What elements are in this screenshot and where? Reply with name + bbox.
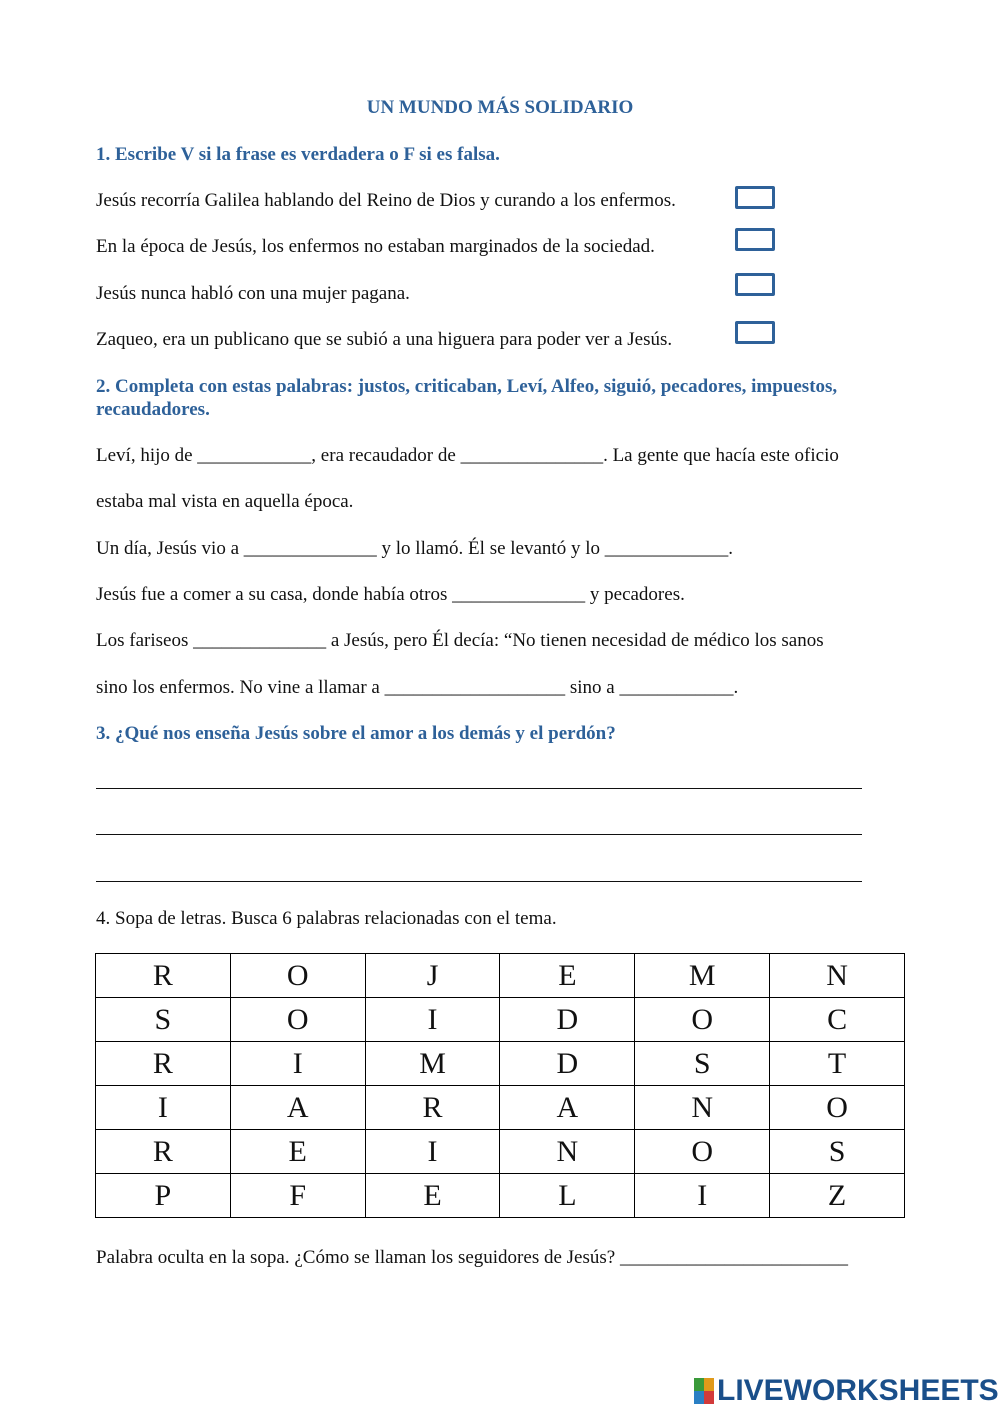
grid-cell[interactable]: C: [770, 998, 905, 1042]
grid-cell[interactable]: E: [230, 1130, 365, 1174]
grid-cell[interactable]: S: [96, 998, 231, 1042]
grid-cell[interactable]: N: [635, 1086, 770, 1130]
section2-heading-line1: 2. Completa con estas palabras: justos, criticaban, Leví, Alfeo, siguió, pecadores, impuestos,: [96, 376, 838, 397]
liveworksheets-logo: [694, 1374, 999, 1408]
answer-box-1[interactable]: [735, 186, 775, 209]
grid-row: [96, 998, 905, 1042]
statement-3: Jesús nunca habló con una mujer pagana.: [96, 283, 410, 304]
grid-cell[interactable]: O: [635, 1130, 770, 1174]
fill-line-2: estaba mal vista en aquella época.: [96, 491, 354, 512]
grid-cell[interactable]: D: [500, 998, 635, 1042]
statement-4: Zaqueo, era un publicano que se subió a una higuera para poder ver a Jesús.: [96, 329, 673, 350]
grid-cell[interactable]: I: [230, 1042, 365, 1086]
word-search-grid: [95, 953, 905, 1218]
answer-line-2[interactable]: [96, 834, 862, 835]
answer-line-1[interactable]: [96, 788, 862, 789]
grid-cell[interactable]: R: [96, 1042, 231, 1086]
section4-heading: 4. Sopa de letras. Busca 6 palabras relacionadas con el tema.: [96, 908, 557, 929]
grid-cell[interactable]: A: [500, 1086, 635, 1130]
grid-row: [96, 1042, 905, 1086]
fill-line-4[interactable]: Jesús fue a comer a su casa, donde había otros ______________ y pecadores.: [96, 584, 685, 605]
answer-box-4[interactable]: [735, 321, 775, 344]
grid-cell[interactable]: R: [96, 1130, 231, 1174]
grid-row: [96, 1174, 905, 1218]
grid-cell[interactable]: E: [500, 954, 635, 998]
grid-cell[interactable]: T: [770, 1042, 905, 1086]
grid-cell[interactable]: R: [365, 1086, 500, 1130]
grid-cell[interactable]: D: [500, 1042, 635, 1086]
fill-line-1[interactable]: Leví, hijo de ____________, era recaudador de _______________. La gente que hacía este oficio: [96, 445, 839, 466]
page-title: UN MUNDO MÁS SOLIDARIO: [366, 97, 634, 118]
grid-cell[interactable]: N: [770, 954, 905, 998]
grid-cell[interactable]: O: [635, 998, 770, 1042]
grid-row: [96, 1130, 905, 1174]
answer-line-3[interactable]: [96, 881, 862, 882]
statement-1: Jesús recorría Galilea hablando del Reino de Dios y curando a los enfermos.: [96, 190, 676, 211]
grid-cell[interactable]: P: [96, 1174, 231, 1218]
fill-line-3[interactable]: Un día, Jesús vio a ______________ y lo llamó. Él se levantó y lo _____________.: [96, 538, 733, 559]
statement-2: En la época de Jesús, los enfermos no estaban marginados de la sociedad.: [96, 236, 655, 257]
grid-cell[interactable]: F: [230, 1174, 365, 1218]
grid-cell[interactable]: I: [365, 998, 500, 1042]
grid-cell[interactable]: M: [635, 954, 770, 998]
grid-cell[interactable]: I: [96, 1086, 231, 1130]
answer-box-2[interactable]: [735, 228, 775, 251]
grid-cell[interactable]: J: [365, 954, 500, 998]
hidden-word-prompt[interactable]: Palabra oculta en la sopa. ¿Cómo se llaman los seguidores de Jesús? ________________________: [96, 1247, 848, 1268]
grid-cell[interactable]: A: [230, 1086, 365, 1130]
answer-box-3[interactable]: [735, 273, 775, 296]
grid-cell[interactable]: N: [500, 1130, 635, 1174]
grid-cell[interactable]: M: [365, 1042, 500, 1086]
grid-cell[interactable]: S: [635, 1042, 770, 1086]
grid-row: [96, 1086, 905, 1130]
grid-row: [96, 954, 905, 998]
fill-line-6[interactable]: sino los enfermos. No vine a llamar a ___________________ sino a ____________.: [96, 677, 739, 698]
grid-cell[interactable]: E: [365, 1174, 500, 1218]
logo-text: LIVEWORKSHEETS: [717, 1374, 999, 1407]
section2-heading-line2: recaudadores.: [96, 399, 210, 420]
section3-heading: 3. ¿Qué nos enseña Jesús sobre el amor a los demás y el perdón?: [96, 723, 616, 744]
grid-cell[interactable]: L: [500, 1174, 635, 1218]
grid-cell[interactable]: S: [770, 1130, 905, 1174]
grid-cell[interactable]: O: [230, 954, 365, 998]
fill-line-5[interactable]: Los fariseos ______________ a Jesús, pero Él decía: “No tienen necesidad de médico los sanos: [96, 630, 824, 651]
grid-cell[interactable]: Z: [770, 1174, 905, 1218]
grid-cell[interactable]: O: [230, 998, 365, 1042]
grid-cell[interactable]: I: [635, 1174, 770, 1218]
grid-cell[interactable]: R: [96, 954, 231, 998]
grid-cell[interactable]: O: [770, 1086, 905, 1130]
liveworksheets-logo-icon: [694, 1378, 714, 1404]
section1-heading: 1. Escribe V si la frase es verdadera o F si es falsa.: [96, 144, 500, 165]
grid-cell[interactable]: I: [365, 1130, 500, 1174]
